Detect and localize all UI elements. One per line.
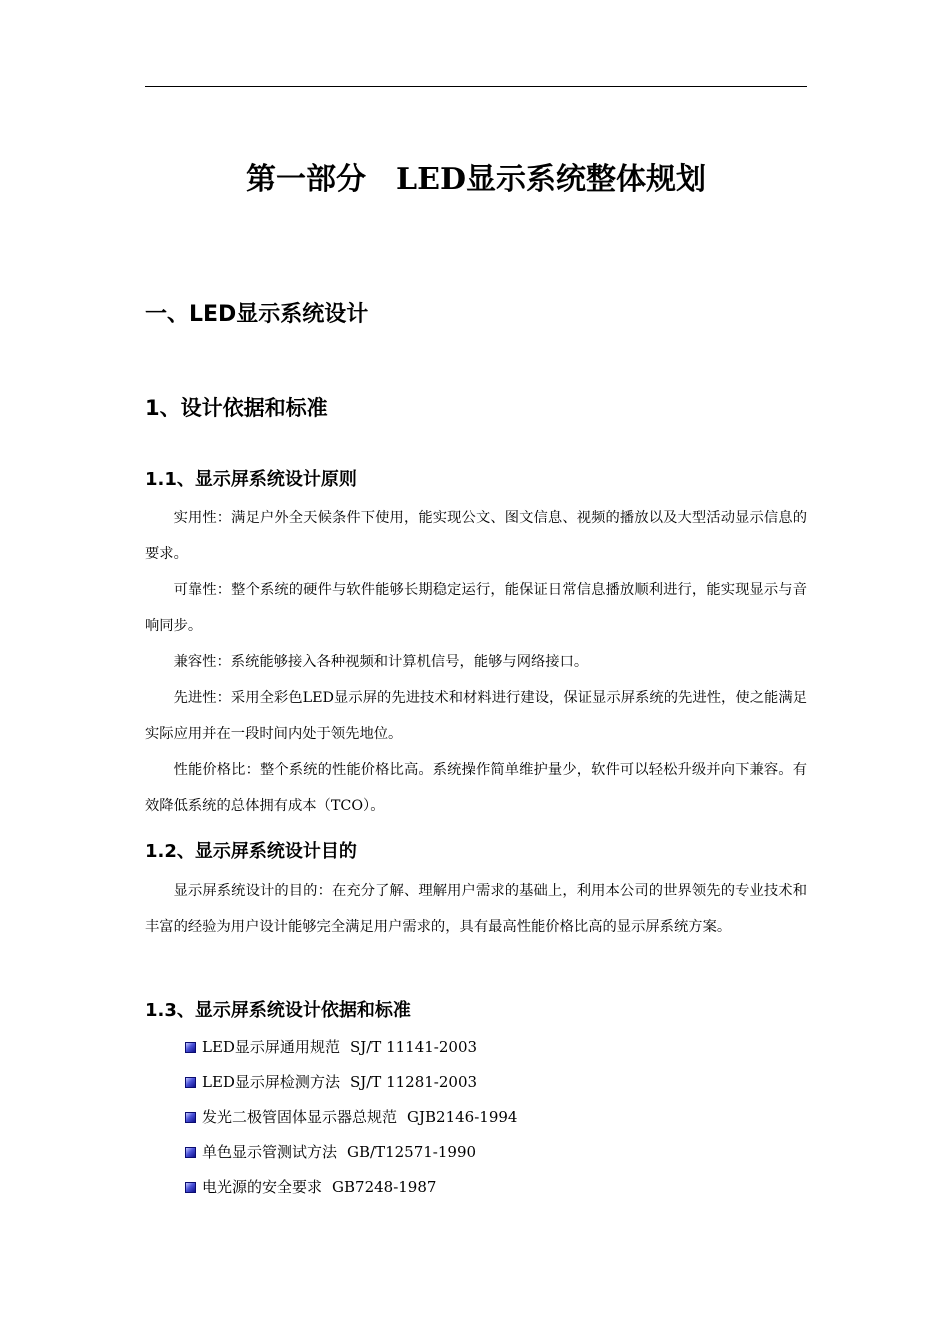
standard-name: LED显示屏通用规范 bbox=[202, 1038, 340, 1056]
list-item bbox=[185, 1030, 517, 1065]
standards-list bbox=[185, 1030, 517, 1205]
header-rule bbox=[145, 86, 807, 87]
standard-code: GJB2146-1994 bbox=[407, 1108, 518, 1126]
list-item bbox=[185, 1100, 517, 1135]
paragraph-design-purpose: 显示屏系统设计的目的：在充分了解、理解用户需求的基础上，利用本公司的世界领先的专业技术和丰富的经验为用户设计能够完全满足用户需求的，具有最高性能价格比高的显示屏系统方案。 bbox=[145, 883, 807, 935]
document-title: 第一部分 LED显示系统整体规划 bbox=[246, 162, 706, 197]
paragraph-compatibility: 兼容性：系统能够接入各种视频和计算机信号，能够与网络接口。 bbox=[173, 654, 589, 670]
subsection-heading-1-1: 1.1、显示屏系统设计原则 bbox=[145, 469, 357, 490]
standard-code: SJ/T 11141-2003 bbox=[349, 1038, 478, 1056]
square-bullet-icon bbox=[185, 1147, 196, 1158]
standard-code: GB/T12571-1990 bbox=[347, 1143, 477, 1161]
square-bullet-icon bbox=[185, 1042, 196, 1053]
standard-name: LED显示屏检测方法 bbox=[202, 1073, 340, 1091]
standard-code: GB7248-1987 bbox=[332, 1178, 437, 1196]
standard-name: 电光源的安全要求 bbox=[202, 1178, 323, 1196]
square-bullet-icon bbox=[185, 1077, 196, 1088]
square-bullet-icon bbox=[185, 1112, 196, 1123]
square-bullet-icon bbox=[185, 1182, 196, 1193]
list-item bbox=[185, 1065, 517, 1100]
paragraph-advancement: 先进性：采用全彩色LED显示屏的先进技术和材料进行建设，保证显示屏系统的先进性，使之能满足实际应用并在一段时间内处于领先地位。 bbox=[145, 690, 807, 742]
paragraph-reliability: 可靠性：整个系统的硬件与软件能够长期稳定运行，能保证日常信息播放顺利进行，能实现显示与音响同步。 bbox=[145, 582, 807, 634]
list-item bbox=[185, 1170, 517, 1205]
list-item bbox=[185, 1135, 517, 1170]
paragraph-cost-performance: 性能价格比：整个系统的性能价格比高。系统操作简单维护量少，软件可以轻松升级并向下兼容。有效降低系统的总体拥有成本（TCO）。 bbox=[145, 762, 807, 814]
standard-name: 发光二极管固体显示器总规范 bbox=[202, 1108, 398, 1126]
part-heading: 一、LED显示系统设计 bbox=[145, 302, 369, 327]
section-heading: 1、设计依据和标准 bbox=[145, 396, 328, 420]
standard-name: 单色显示管测试方法 bbox=[202, 1143, 338, 1161]
standard-code: SJ/T 11281-2003 bbox=[349, 1073, 478, 1091]
subsection-heading-1-2: 1.2、显示屏系统设计目的 bbox=[145, 841, 357, 862]
subsection-heading-1-3: 1.3、显示屏系统设计依据和标准 bbox=[145, 1000, 411, 1021]
paragraph-practicality: 实用性：满足户外全天候条件下使用，能实现公文、图文信息、视频的播放以及大型活动显示信息的要求。 bbox=[145, 510, 807, 562]
